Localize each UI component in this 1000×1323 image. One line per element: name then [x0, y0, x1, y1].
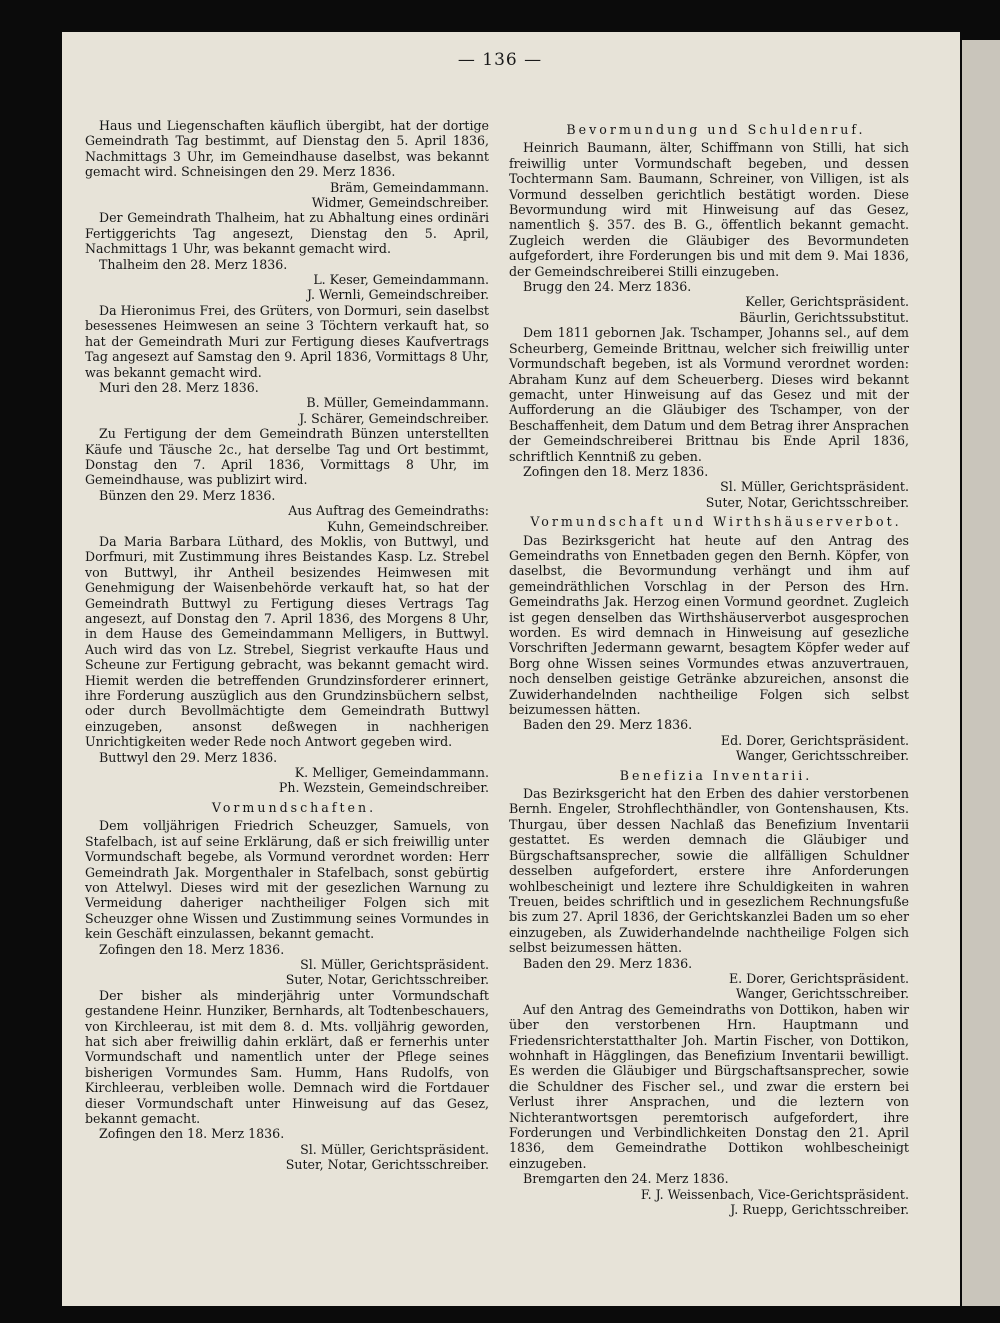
signature: Keller, Gerichtspräsident. [745, 294, 909, 310]
notice-date: Buttwyl den 29. Merz 1836. [99, 749, 278, 765]
signature: Sl. Müller, Gerichtspräsident. [720, 479, 909, 495]
signature: Wanger, Gerichtsschreiber. [735, 986, 909, 1002]
next-page-edge [962, 40, 1000, 1306]
notice-paragraph: Der Gemeindrath Thalheim, hat zu Abhaltung eines ordinäri Fertiggerichts Tag angesezt, Dienstag den 5. April, Nachmittags 1 Uhr, was bekannt gemacht wird. [85, 210, 489, 257]
section-heading: Benefizia Inventarii. [619, 767, 813, 783]
notice-paragraph: Dem volljährigen Friedrich Scheuzger, Samuels, von Stafelbach, ist auf seine Erklärung, daß er sich freiwillig unter Vormundschaft begebe, als Vormund verordnet worden: Herr Gemeindrath Jak. Morgenthaler in Stafelbach, sonst gebürtig von Attelwyl. Dieses wird mit der gesezlichen Warnung zu Vermeidung daheriger nachtheiliger Folgen sich mit Scheuzger ohne Wissen und Zustimmung seines Vormundes in kein Geschäft einzulassen, bekannt gemacht. [85, 818, 489, 942]
signature: J. Ruepp, Gerichtsschreiber. [730, 1202, 909, 1218]
notice-date: Zofingen den 18. Merz 1836. [99, 1126, 285, 1142]
signature: B. Müller, Gemeindammann. [306, 395, 489, 411]
page-number: — 136 — [457, 50, 543, 70]
signature: F. J. Weissenbach, Vice-Gerichtspräsident. [640, 1186, 909, 1202]
signature: Wanger, Gerichtsschreiber. [735, 748, 909, 764]
notice-paragraph: Das Bezirksgericht hat heute auf den Antrag des Gemeindraths von Ennetbaden gegen den Bernh. Köpfer, von daselbst, die Bevormundung verhängt und ihm auf gemeindräthlichen Vorschlag in der Person des Hrn. Gemeindraths Jak. Herzog einen Vormund geordnet. Zugleich ist gegen denselben das Wirthshäuserverbot ausgesprochen worden. Es wird demnach in Hinweisung auf gesezliche Vorschriften Jedermann gewarnt, besagtem Köpfer weder auf Borg ohne Wissen seines Vormundes etwas anzuvertrauen, noch denselben geistige Getränke abzureichen, ansonst die Zuwiderhandelnden nachtheilige Folgen sich selbst beizumessen hätten. [509, 532, 909, 718]
signature: Bäurlin, Gerichtssubstitut. [739, 309, 909, 325]
notice-date: Bünzen den 29. Merz 1836. [99, 487, 276, 503]
signature: E. Dorer, Gerichtspräsident. [728, 970, 909, 986]
notice-paragraph: Da Hieronimus Frei, des Grüters, von Dormuri, sein daselbst besessenes Heimwesen an seine 3 Töchtern verkauft hat, so hat der Gemeindrath Muri zur Fertigung dieses Kaufvertrags Tag angesezt auf Samstag den 9. April 1836, Vormittags 8 Uhr, was bekannt gemacht wird. [85, 302, 489, 380]
notice-date: Baden den 29. Merz 1836. [523, 717, 693, 733]
notice-paragraph: Das Bezirksgericht hat den Erben des dahier verstorbenen Bernh. Engeler, Strohflechthändler, von Gontenshausen, Kts. Thurgau, über dessen Nachlaß das Benefizium Inventarii gestattet. Es werden demnach die Gläubiger und Bürgschaftsansprecher, sowie die allfälligen Schuldner desselben aufgefordert, erstere ihre Anforderungen wohlbescheinigt und leztere ihre Schuldigkeiten in wahren Treuen, beides schriftlich und in gesezlichem Rechnungsfuße bis zum 27. April 1836, der Gerichtskanzlei Baden um so eher einzugeben, als Zuwiderhandelnde nachtheilige Folgen sich selbst beizumessen hätten. [509, 786, 909, 956]
notice-date: Zofingen den 18. Merz 1836. [99, 941, 285, 957]
signature: J. Schärer, Gemeindschreiber. [299, 410, 489, 426]
signature: Suter, Notar, Gerichtsschreiber. [285, 1157, 489, 1173]
signature: Suter, Notar, Gerichtsschreiber. [285, 972, 489, 988]
notice-date: Bremgarten den 24. Merz 1836. [523, 1171, 729, 1187]
signature: Ph. Wezstein, Gemeindschreiber. [278, 780, 489, 796]
notice-paragraph: Heinrich Baumann, älter, Schiffmann von Stilli, hat sich freiwillig unter Vormundschaft begeben, und dessen Tochtermann Sam. Baumann, Schreiner, von Villigen, ist als Vormund desselben gerichtlich bestätigt worden. Diese Bevormundung wird mit Hinweisung auf das Gesez, namentlich §. 357. des B. G., öffentlich bekannt gemacht. Zugleich werden die Gläubiger des Bevormundeten aufgefordert, ihre Forderungen bis und mit dem 9. Mai 1836, der Gemeindschreiberei Stilli einzugeben. [509, 140, 909, 279]
signature: Sl. Müller, Gerichtspräsident. [300, 1141, 489, 1157]
signature: Kuhn, Gemeindschreiber. [327, 518, 489, 534]
signature: J. Wernli, Gemeindschreiber. [306, 287, 489, 303]
section-heading: Bevormundung und Schuldenruf. [566, 122, 866, 137]
notice-paragraph: Der bisher als minderjährig unter Vormundschaft gestandene Heinr. Hunziker, Bernhards, alt Todtenbeschauers, von Kirchleerau, ist mit dem 8. d. Mts. volljährig geworden, hat sich aber freiwillig dahin erklärt, daß er fernerhis unter Vormundschaft und namentlich unter der Pflege seines bisherigen Vormundes Sam. Humm, Hans Rudolfs, von Kirchleerau, verbleiben wolle. Demnach wird die Fortdauer dieser Vormundschaft unter Hinweisung auf das Gesez, bekannt gemacht. [85, 987, 489, 1126]
signature: Ed. Dorer, Gerichtspräsident. [720, 732, 909, 748]
notice-date: Zofingen den 18. Merz 1836. [523, 463, 709, 479]
signature: Widmer, Gemeindschreiber. [311, 195, 489, 211]
left-column [85, 118, 489, 1173]
notice-date: Baden den 29. Merz 1836. [523, 955, 693, 971]
notice-date: Thalheim den 28. Merz 1836. [99, 256, 288, 272]
notice-paragraph: Zu Fertigung der dem Gemeindrath Bünzen unterstellten Käufe und Täusche 2c., hat derselbe Tag und Ort bestimmt, Donstag den 7. April 1836, Vormittags 8 Uhr, im Gemeindhause, was publizirt wird. [85, 426, 489, 488]
notice-paragraph: Auf den Antrag des Gemeindraths von Dottikon, haben wir über den verstorbenen Hrn. Hauptmann und Friedensrichterstatthalter Joh. Martin Fischer, von Dottikon, wohnhaft in Hägglingen, das Benefizium Inventarii bewilligt. Es werden die Gläubiger und Bürgschaftsansprecher, sowie die Schuldner des Fischer sel., und zwar die erstern bei Verlust ihrer Ansprachen, und die leztern von Nichterantwortsgen peremtorisch aufgefordert, ihre Forderungen und Verbindlichkeiten Donstag den 21. April 1836, dem Gemeindrathe Dottikon wohlbescheinigt einzugeben. [509, 1001, 909, 1171]
notice-date: Muri den 28. Merz 1836. [99, 379, 259, 395]
notice-paragraph: Da Maria Barbara Lüthard, des Moklis, von Buttwyl, und Dorfmuri, mit Zustimmung ihres Beistandes Kasp. Lz. Strebel von Buttwyl, ihr Antheil besizendes Heimwesen mit Genehmigung der Waisenbehörde verkauft hat, so hat der Gemeindrath Buttwyl zu Fertigung dieses Vertrags Tag angesezt, auf Donstag den 7. April 1836, des Morgens 8 Uhr, in dem Hause des Gemeindammann Melligers, in Buttwyl. Auch wird das von Lz. Strebel, Siegrist verkaufte Haus und Scheune zur Fertigung gebracht, was bekannt gemacht wird. Hiemit werden die betreffenden Grundzinsforderer erinnert, ihre Forderung auszüglich aus den Grundzinsbüchern selbst, oder durch Bevollmächtigte dem Gemeindrath Buttwyl einzugeben, ansonst deßwegen in nachherigen Unrichtigkeiten weder Rede noch Antwort gegeben wird. [85, 533, 489, 750]
signature: Bräm, Gemeindammann. [330, 179, 489, 195]
section-heading: Vormundschaften. [211, 799, 377, 815]
signature: L. Keser, Gemeindammann. [313, 272, 489, 288]
signature: Suter, Notar, Gerichtsschreiber. [705, 494, 909, 510]
signature: K. Melliger, Gemeindammann. [294, 765, 489, 781]
signature: Sl. Müller, Gerichtspräsident. [300, 956, 489, 972]
notice-date: Brugg den 24. Merz 1836. [523, 279, 692, 295]
signature: Aus Auftrag des Gemeindraths: [288, 503, 489, 519]
notice-paragraph: Dem 1811 gebornen Jak. Tschamper, Johanns sel., auf dem Scheurberg, Gemeinde Brittnau, welcher sich freiwillig unter Vormundschaft begeben, ist als Vormund verordnet worden: Abraham Kunz auf dem Scheuerberg. Dieses wird bekannt gemacht, unter Hinweisung auf das Gesez und mit der Aufforderung an die Gläubiger des Tschamper, von der Beschaffenheit, dem Datum und dem Betrag ihrer Ansprachen der Gemeindschreiberei Brittnau bis Ende April 1836, schriftlich Kenntniß zu geben. [509, 325, 909, 464]
section-heading: Vormundschaft und Wirthshäuserverbot. [530, 514, 902, 530]
right-column [509, 118, 909, 1217]
notice-paragraph: Haus und Liegenschaften käuflich übergibt, hat der dortige Gemeindrath Tag bestimmt, auf Dienstag den 5. April 1836, Nachmittags 3 Uhr, im Gemeindhause daselbst, was bekannt gemacht wird. Schneisingen den 29. Merz 1836. [85, 118, 489, 180]
